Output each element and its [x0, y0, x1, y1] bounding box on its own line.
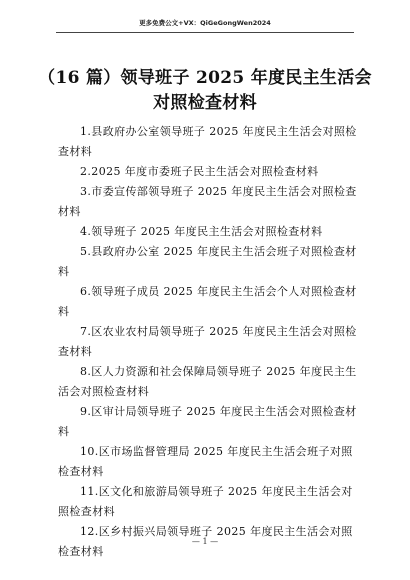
toc-item-1[interactable]: 1.县政府办公室领导班子 2025 年度民主生活会对照检查材料: [58, 125, 357, 158]
toc-item-9[interactable]: 9.区审计局领导班子 2025 年度民主生活会对照检查材料: [58, 405, 357, 438]
toc-item-2[interactable]: 2.2025 年度市委班子民主生活会对照检查材料: [80, 165, 319, 178]
document-title-line1: （16 篇）领导班子 2025 年度民主生活会: [38, 68, 372, 88]
toc-item-7[interactable]: 7.区农业农村局领导班子 2025 年度民主生活会对照检查材料: [58, 325, 357, 358]
toc-item-6[interactable]: 6.领导班子成员 2025 年度民主生活会个人对照检查材料: [58, 285, 357, 318]
table-of-contents: [58, 122, 358, 562]
toc-item-11[interactable]: 11.区文化和旅游局领导班子 2025 年度民主生活会对照检查材料: [58, 485, 353, 518]
toc-item-10[interactable]: 10.区市场监督管理局 2025 年度民主生活会班子对照检查材料: [58, 445, 353, 478]
page-header: 更多免费公文+VX：QiGeGongWen2024: [139, 19, 271, 27]
toc-item-4[interactable]: 4.领导班子 2025 年度民主生活会对照检查材料: [80, 225, 323, 238]
header-divider: [56, 32, 354, 33]
toc-item-8[interactable]: 8.区人力资源和社会保障局领导班子 2025 年度民主生活会对照检查材料: [58, 365, 357, 398]
document-title-line2: 对照检查材料: [153, 93, 257, 113]
toc-item-3[interactable]: 3.市委宣传部领导班子 2025 年度民主生活会对照检查材料: [58, 185, 357, 218]
toc-item-12[interactable]: 12.区乡村振兴局领导班子 2025 年度民主生活会对照检查材料: [58, 525, 353, 558]
page-number: — 1 —: [191, 537, 219, 546]
toc-item-5[interactable]: 5.县政府办公室 2025 年度民主生活会班子对照检查材料: [58, 245, 357, 278]
